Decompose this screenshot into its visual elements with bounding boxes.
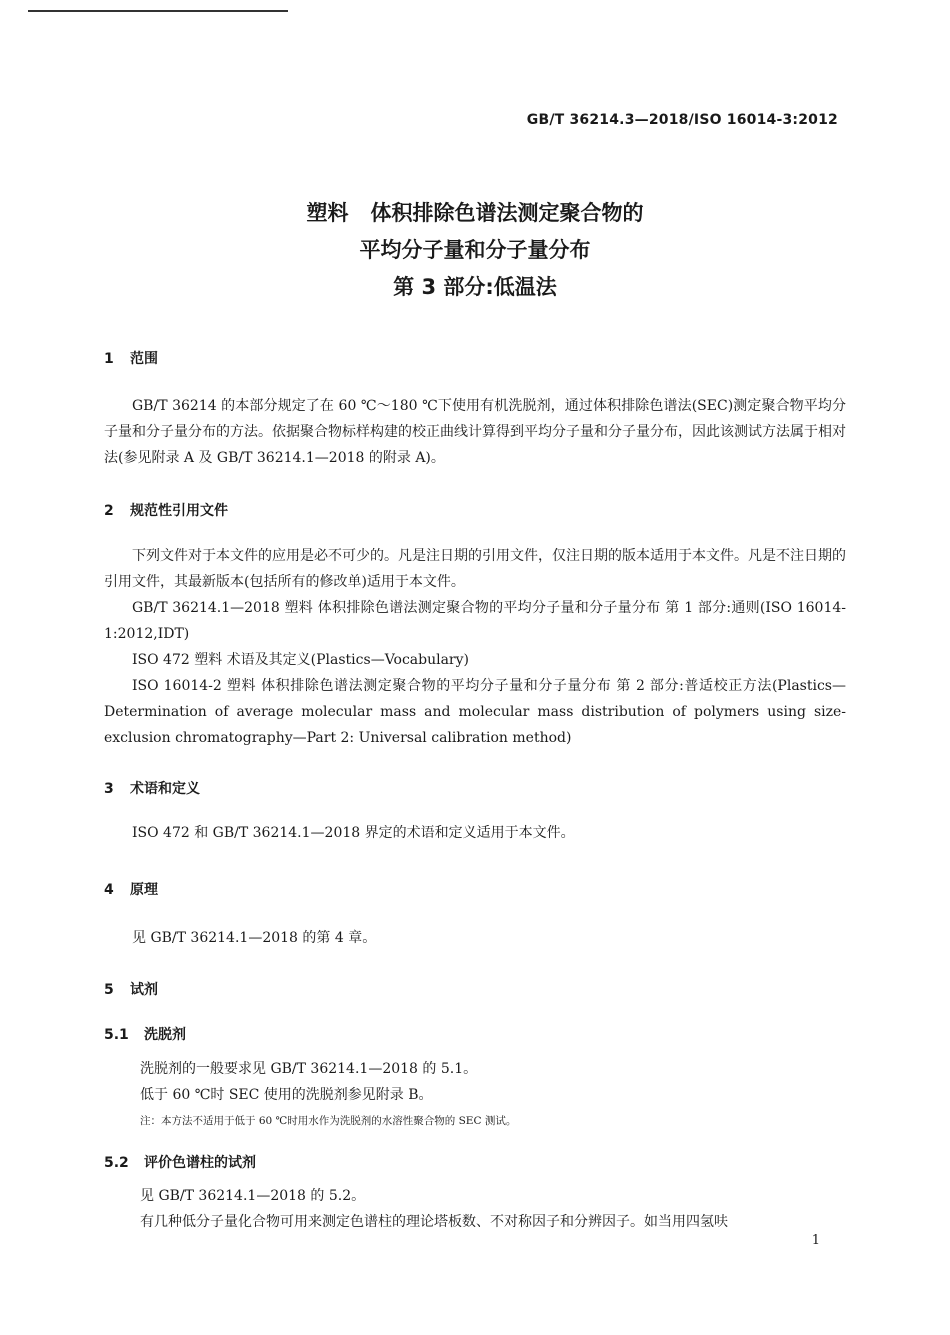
- section-title: 试剂: [130, 982, 158, 998]
- section-title: 原理: [130, 882, 158, 898]
- section-number: 2: [104, 503, 114, 519]
- section-2-heading: [104, 500, 228, 520]
- section-4-paragraph: 见 GB/T 36214.1—2018 的第 4 章。: [132, 930, 377, 946]
- section-number: 5: [104, 982, 114, 998]
- normative-reference-1: GB/T 36214.1—2018 塑料 体积排除色谱法测定聚合物的平均分子量和分子量分布 第 1 部分:通则(ISO 16014-1:2012,IDT): [104, 600, 846, 642]
- section-number: 5.1: [104, 1027, 129, 1043]
- section-number: 1: [104, 351, 114, 367]
- section-number: 3: [104, 781, 114, 797]
- normative-reference-3: ISO 16014-2 塑料 体积排除色谱法测定聚合物的平均分子量和分子量分布 第 2 部分:普适校正方法(Plastics—Determination of average molecular mass and molecular mass distribution of polymers using size-exclusion chromatography—Part 2: Universal calibration method): [104, 678, 846, 746]
- normative-reference-2: ISO 472 塑料 术语及其定义(Plastics—Vocabulary): [132, 652, 469, 668]
- section-5-2-line-2: 有几种低分子量化合物可用来测定色谱柱的理论塔板数、不对称因子和分辨因子。如当用四氢呋: [140, 1214, 728, 1230]
- page-number: 1: [811, 1233, 820, 1248]
- section-4-heading: [104, 879, 158, 899]
- section-5-1-line-1: 洗脱剂的一般要求见 GB/T 36214.1—2018 的 5.1。: [140, 1061, 478, 1077]
- section-5-1-line-2: 低于 60 ℃时 SEC 使用的洗脱剂参见附录 B。: [140, 1087, 433, 1103]
- standard-code: GB/T 36214.3—2018/ISO 16014-3:2012: [526, 112, 838, 128]
- section-3-paragraph: ISO 472 和 GB/T 36214.1—2018 界定的术语和定义适用于本文件。: [132, 825, 575, 841]
- section-number: 5.2: [104, 1155, 129, 1171]
- title-line-2: 平均分子量和分子量分布: [359, 238, 591, 262]
- title-line-1: 塑料 体积排除色谱法测定聚合物的: [306, 201, 644, 225]
- section-5-2-heading: [104, 1152, 256, 1172]
- section-number: 4: [104, 882, 114, 898]
- section-1-paragraph: GB/T 36214 的本部分规定了在 60 ℃～180 ℃下使用有机洗脱剂，通过体积排除色谱法(SEC)测定聚合物平均分子量和分子量分布的方法。依据聚合物标样构建的校正曲线计算得到平均分子量和分子量分布，因此该测试方法属于相对法(参见附录 A 及 GB/T 36214.1—2018 的附录 A)。: [104, 398, 846, 466]
- section-title: 规范性引用文件: [130, 503, 228, 519]
- section-title: 洗脱剂: [144, 1027, 186, 1043]
- document-title: [0, 195, 950, 306]
- title-line-3: 第 3 部分:低温法: [393, 275, 557, 299]
- section-title: 评价色谱柱的试剂: [144, 1155, 256, 1171]
- top-rule: [28, 10, 288, 12]
- section-3-heading: [104, 778, 200, 798]
- section-2-intro: 下列文件对于本文件的应用是必不可少的。凡是注日期的引用文件，仅注日期的版本适用于本文件。凡是不注日期的引用文件，其最新版本(包括所有的修改单)适用于本文件。: [104, 548, 846, 590]
- section-5-1-note: 注：本方法不适用于低于 60 ℃时用水作为洗脱剂的水溶性聚合物的 SEC 测试。: [140, 1115, 517, 1127]
- section-5-1-heading: [104, 1024, 186, 1044]
- section-1-heading: [104, 348, 158, 368]
- section-title: 范围: [130, 351, 158, 367]
- section-title: 术语和定义: [130, 781, 200, 797]
- section-5-2-line-1: 见 GB/T 36214.1—2018 的 5.2。: [140, 1188, 366, 1204]
- section-5-heading: [104, 979, 158, 999]
